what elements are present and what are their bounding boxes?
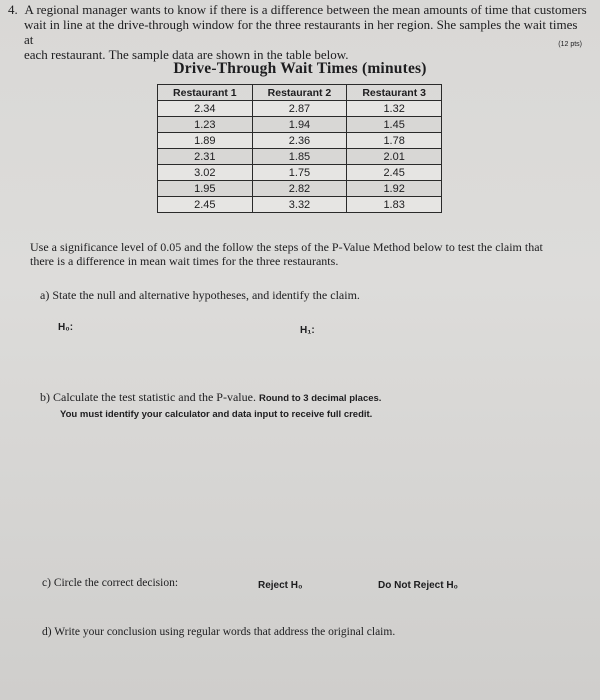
table-cell: 1.83 <box>347 197 442 213</box>
table-cell: 3.02 <box>158 165 253 181</box>
part-c <box>42 577 178 589</box>
table-header-row <box>158 85 442 101</box>
table-row <box>158 101 442 117</box>
table-cell: 1.92 <box>347 181 442 197</box>
column-header: Restaurant 2 <box>252 85 347 101</box>
points-label: (12 pts) <box>558 41 582 48</box>
table-row <box>158 149 442 165</box>
question-number: 4. <box>8 2 18 17</box>
table-cell: 1.85 <box>252 149 347 165</box>
table-cell: 1.32 <box>347 101 442 117</box>
part-b-text: Calculate the test statistic and the P-value. <box>53 390 256 404</box>
part-a-text: State the null and alternative hypotheses, and identify the claim. <box>52 288 360 302</box>
table-cell: 2.87 <box>252 101 347 117</box>
table-cell: 2.36 <box>252 133 347 149</box>
question-intro <box>8 2 588 62</box>
part-a-label: a) <box>40 288 50 302</box>
table-cell: 1.23 <box>158 117 253 133</box>
instructions-paragraph <box>30 240 585 268</box>
intro-line-1: A regional manager wants to know if there is a difference between the mean amounts of time that customers <box>24 2 587 17</box>
table-row <box>158 117 442 133</box>
reject-h0-option: Reject H₀ <box>258 580 303 591</box>
wait-times-table <box>157 84 442 213</box>
table-cell: 1.75 <box>252 165 347 181</box>
table-cell: 1.94 <box>252 117 347 133</box>
table-cell: 1.89 <box>158 133 253 149</box>
part-d-label: d) <box>42 626 52 638</box>
instructions-line-2: there is a difference in mean wait times for the three restaurants. <box>30 254 339 268</box>
part-b-label: b) <box>40 390 50 404</box>
intro-line-2: wait in line at the drive-through window for the three restaurants in her region. She samples the wait times at <box>24 17 578 47</box>
table-row <box>158 133 442 149</box>
instructions-line-1: Use a significance level of 0.05 and the follow the steps of the P-Value Method below to test the claim that <box>30 240 543 254</box>
part-c-label: c) <box>42 577 51 589</box>
part-a <box>40 288 360 303</box>
part-d-text: Write your conclusion using regular words that address the original claim. <box>54 626 396 638</box>
part-b <box>40 390 381 420</box>
table-cell: 3.32 <box>252 197 347 213</box>
part-c-text: Circle the correct decision: <box>53 577 179 589</box>
part-d <box>42 626 395 638</box>
column-header: Restaurant 1 <box>158 85 253 101</box>
table-row <box>158 181 442 197</box>
table-row <box>158 165 442 181</box>
table-cell: 2.01 <box>347 149 442 165</box>
do-not-reject-h0-option: Do Not Reject H₀ <box>378 580 459 591</box>
intro-line-3: each restaurant. The sample data are shown in the table below. <box>24 47 349 62</box>
part-b-note: You must identify your calculator and data input to receive full credit. <box>60 409 373 420</box>
table-row <box>158 197 442 213</box>
table-cell: 2.31 <box>158 149 253 165</box>
table-cell: 1.95 <box>158 181 253 197</box>
table-cell: 1.78 <box>347 133 442 149</box>
table-cell: 1.45 <box>347 117 442 133</box>
table-cell: 2.45 <box>158 197 253 213</box>
alternative-hypothesis-label: H₁: <box>300 325 315 336</box>
part-b-rounding: Round to 3 decimal places. <box>258 393 382 404</box>
table-cell: 2.34 <box>158 101 253 117</box>
table-cell: 2.82 <box>252 181 347 197</box>
table-title: Drive-Through Wait Times (minutes) <box>173 60 427 77</box>
table-cell: 2.45 <box>347 165 442 181</box>
column-header: Restaurant 3 <box>347 85 442 101</box>
null-hypothesis-label: H₀: <box>58 322 74 333</box>
